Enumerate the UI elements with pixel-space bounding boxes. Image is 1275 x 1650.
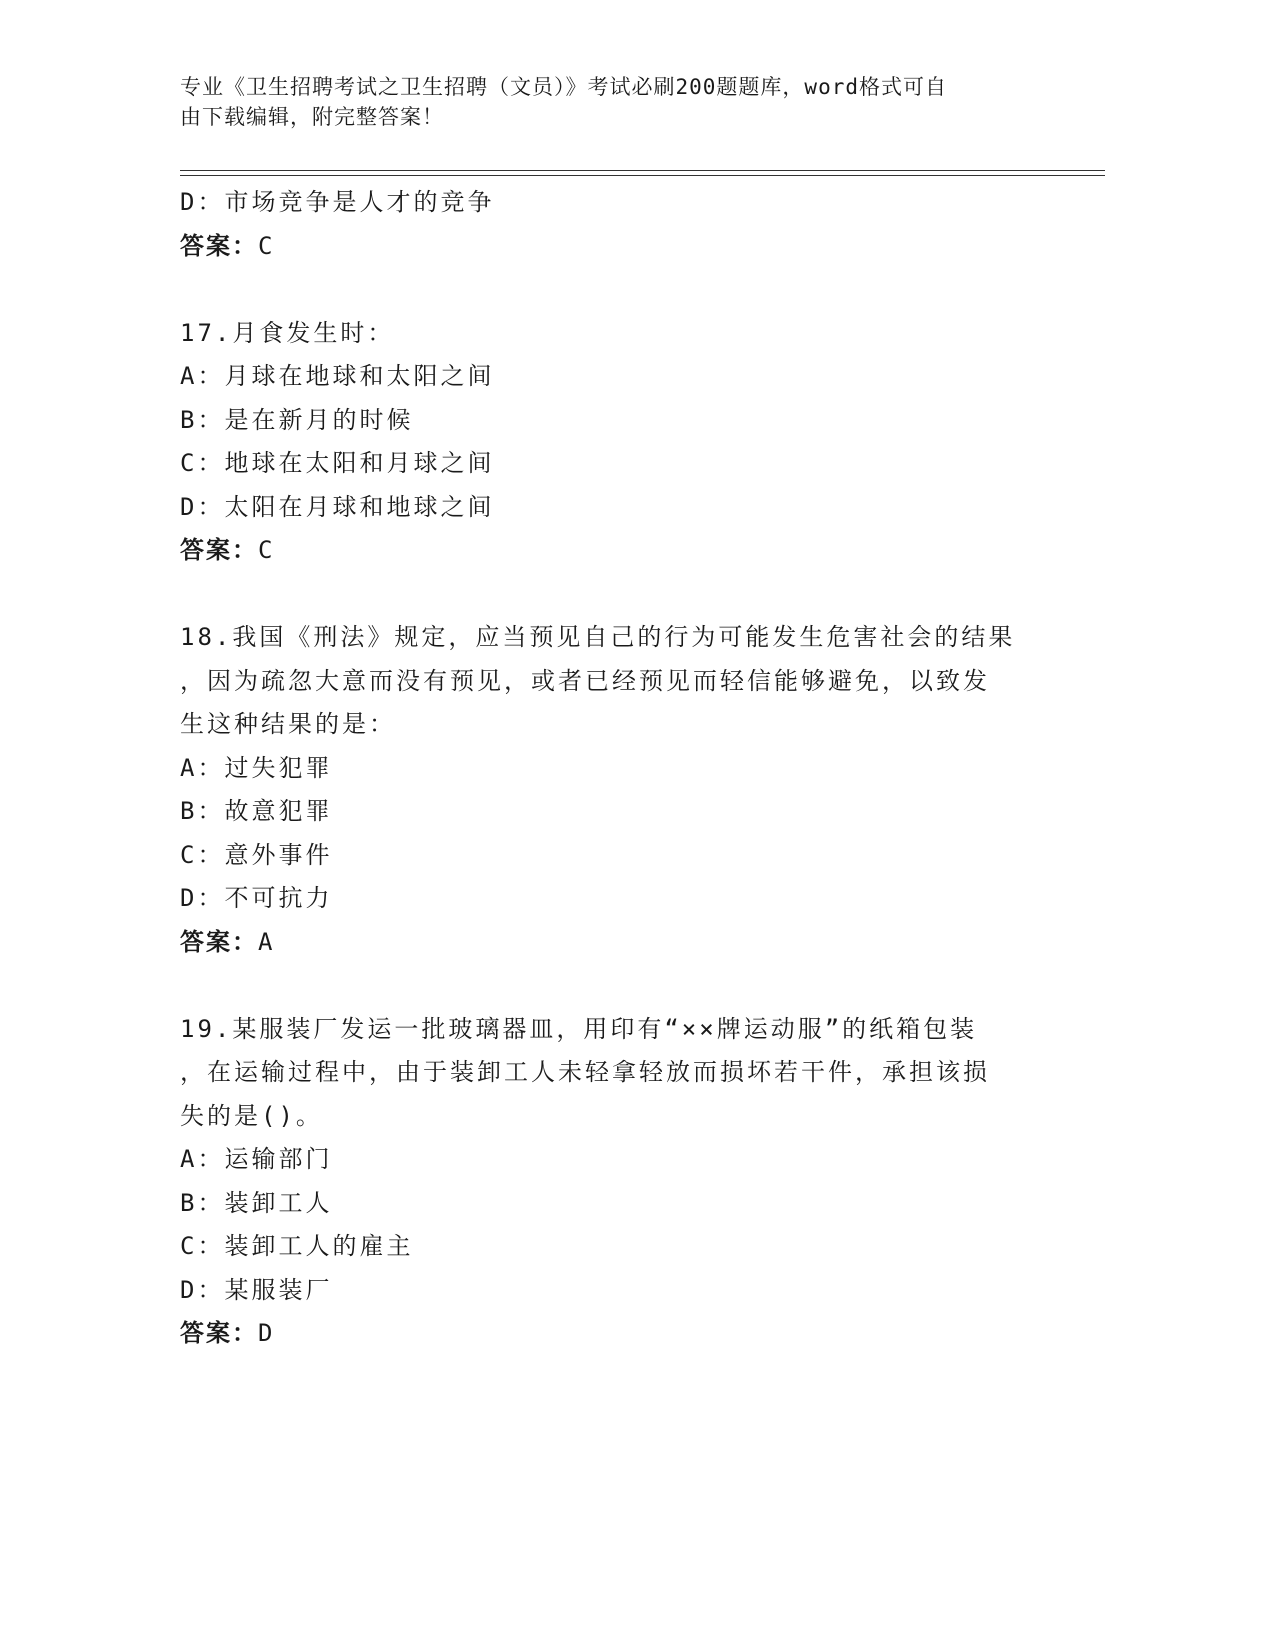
answer [180, 529, 1040, 573]
spacer [180, 964, 1040, 1008]
answer [180, 921, 1040, 965]
option-d: D：太阳在月球和地球之间 [180, 492, 495, 521]
option-b: B：装卸工人 [180, 1188, 333, 1217]
question-stem-line-1: 18.我国《刑法》规定，应当预见自己的行为可能发生危害社会的结果 [180, 623, 1016, 651]
answer-label: 答案： [180, 1319, 258, 1347]
prev-option-d: D：市场竞争是人才的竞争 [180, 188, 495, 216]
option-a: A：运输部门 [180, 1145, 333, 1173]
document-header [180, 72, 1060, 132]
answer-value: C [258, 231, 275, 260]
header-line-2: 由下载编辑，附完整答案！ [180, 105, 444, 129]
spacer [180, 573, 1040, 617]
question-stem-line-1: 19.某服装厂发运一批玻璃器皿，用印有“××牌运动服”的纸箱包装 [180, 1014, 978, 1043]
question-content [180, 181, 1040, 1356]
answer-label: 答案： [180, 927, 258, 956]
option-c: C：装卸工人的雇主 [180, 1232, 414, 1260]
answer-label: 答案： [180, 536, 258, 564]
header-divider-top [180, 170, 1105, 171]
option-c: C：意外事件 [180, 840, 333, 869]
option-d: D：某服装厂 [180, 1275, 333, 1304]
header-line-1: 专业《卫生招聘考试之卫生招聘（文员）》考试必刷200题题库，word格式可自 [180, 75, 947, 99]
option-b: B：故意犯罪 [180, 797, 333, 825]
answer-value: A [258, 927, 275, 956]
prev-answer [180, 225, 1040, 269]
question-stem-line-3: 生这种结果的是： [180, 710, 396, 738]
question-stem-line-2: ，因为疏忽大意而没有预见，或者已经预见而轻信能够避免，以致发 [180, 666, 990, 695]
option-a: A：过失犯罪 [180, 753, 333, 782]
question-18 [180, 616, 1040, 964]
spacer [180, 268, 1040, 312]
question-19 [180, 1008, 1040, 1356]
option-c: C：地球在太阳和月球之间 [180, 449, 495, 477]
answer-label: 答案： [180, 231, 258, 260]
option-d: D：不可抗力 [180, 884, 333, 912]
option-b: B：是在新月的时候 [180, 405, 414, 434]
header-divider-bottom [180, 175, 1105, 176]
answer [180, 1312, 1040, 1356]
question-stem-line-2: ，在运输过程中，由于装卸工人未轻拿轻放而损坏若干件，承担该损 [180, 1058, 990, 1086]
question-stem-line-3: 失的是()。 [180, 1101, 323, 1130]
question-17 [180, 312, 1040, 573]
answer-value: C [258, 536, 275, 564]
question-stem: 17.月食发生时： [180, 318, 395, 347]
option-a: A：月球在地球和太阳之间 [180, 362, 495, 390]
answer-value: D [258, 1319, 275, 1347]
